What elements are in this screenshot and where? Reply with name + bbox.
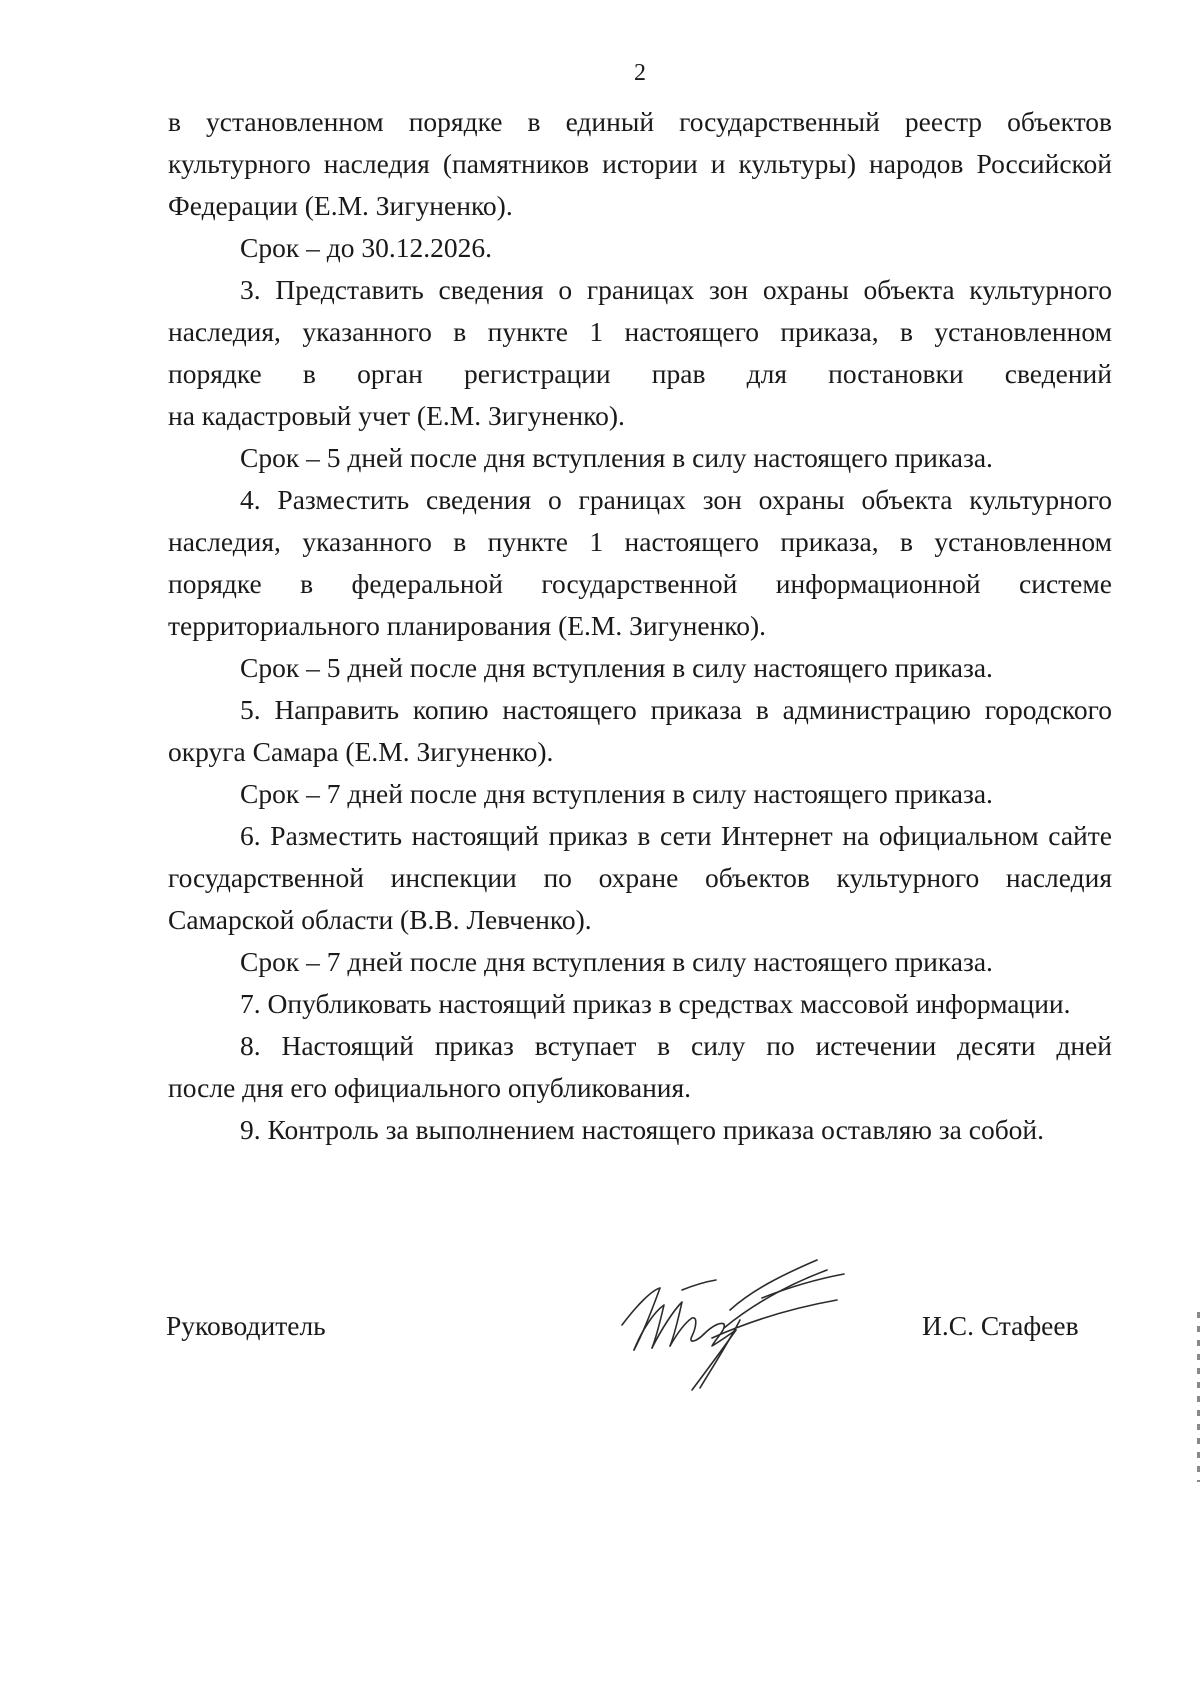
handwritten-signature bbox=[612, 1250, 852, 1400]
body-line: округа Самара (Е.М. Зигуненко). bbox=[168, 736, 554, 767]
body-line: культурного наследия (памятников истории и культуры) народов Российской bbox=[168, 148, 1112, 179]
item-4-line: 4. Разместить сведения о границах зон охраны объекта культурного bbox=[240, 484, 1112, 515]
body-line: порядке в орган регистрации прав для постановки сведений bbox=[168, 358, 1112, 389]
item-3-line: 3. Представить сведения о границах зон охраны объекта культурного bbox=[240, 274, 1112, 305]
deadline-line: Срок – 5 дней после дня вступления в силу настоящего приказа. bbox=[240, 442, 993, 473]
body-line: территориального планирования (Е.М. Зигуненко). bbox=[168, 610, 767, 641]
body-line: в установленном порядке в единый государственный реестр объектов bbox=[168, 106, 1112, 137]
body-line: на кадастровый учет (Е.М. Зигуненко). bbox=[168, 400, 625, 431]
item-9-line: 9. Контроль за выполнением настоящего приказа оставляю за собой. bbox=[240, 1114, 1045, 1145]
deadline-line: Срок – 7 дней после дня вступления в силу настоящего приказа. bbox=[240, 778, 993, 809]
body-line: государственной инспекции по охране объектов культурного наследия bbox=[168, 862, 1112, 893]
item-8-line: 8. Настоящий приказ вступает в силу по истечении десяти дней bbox=[240, 1030, 1112, 1061]
body-line: после дня его официального опубликования. bbox=[168, 1072, 692, 1103]
body-line: наследия, указанного в пункте 1 настоящего приказа, в установленном bbox=[168, 526, 1112, 557]
signer-name: И.С. Стафеев bbox=[922, 1310, 1079, 1341]
deadline-line: Срок – 7 дней после дня вступления в силу настоящего приказа. bbox=[240, 946, 993, 977]
item-5-line: 5. Направить копию настоящего приказа в администрацию городского bbox=[240, 694, 1112, 725]
body-line: Федерации (Е.М. Зигуненко). bbox=[168, 190, 513, 221]
deadline-line: Срок – 5 дней после дня вступления в силу настоящего приказа. bbox=[240, 652, 993, 683]
body-line: наследия, указанного в пункте 1 настоящего приказа, в установленном bbox=[168, 316, 1112, 347]
body-line: Самарской области (В.В. Левченко). bbox=[168, 904, 592, 935]
position-title: Руководитель bbox=[166, 1310, 326, 1341]
item-7-line: 7. Опубликовать настоящий приказ в средствах массовой информации. bbox=[240, 988, 1071, 1019]
page-number: 2 bbox=[634, 60, 646, 86]
document-body bbox=[168, 101, 1112, 1151]
item-6-line: 6. Разместить настоящий приказ в сети Интернет на официальном сайте bbox=[240, 820, 1112, 851]
body-line: порядке в федеральной государственной информационной системе bbox=[168, 568, 1112, 599]
deadline-line: Срок – до 30.12.2026. bbox=[240, 232, 492, 263]
